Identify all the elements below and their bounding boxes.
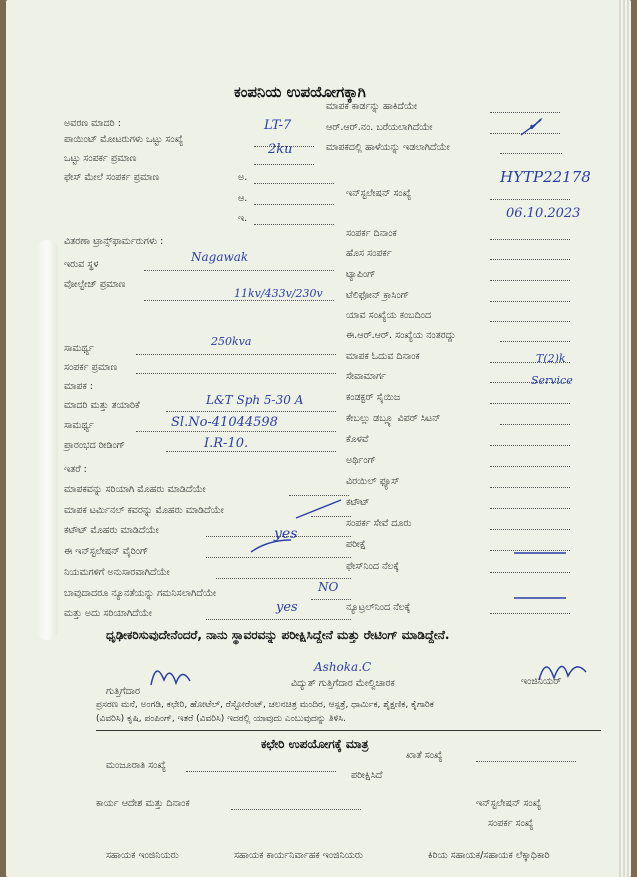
footer-asst-engineer: ಸಹಾಯಕ ಇಂಜಿನಿಯರು [106,850,179,861]
right-label-2: ಮಾಪಕದಲ್ಲಿ ಹಾಳೆಯನ್ನು ಇಡಲಾಗಿದೆಯೇ [326,142,450,153]
left-label-13: ಇತರೆ : [64,464,87,475]
left-label-18: ನಿಯಮಗಳಿಗೆ ಅನುಸಾರವಾಗಿದೆಯೇ [64,567,170,578]
office-sanction-no: ಮಂಜೂರಾತಿ ಸಂಖ್ಯೆ [106,760,166,771]
hw-meter-make: L&T Sph 5-30 A [206,393,304,407]
right-label-13: ಮಾಪಕ ಓದುವ ದಿನಾಂಕ [346,351,420,362]
right-label-5: ಆ. [238,193,248,204]
office-account-no: ಖಾತೆ ಸಂಖ್ಯೆ [406,750,443,761]
left-label-10: ಮಾದರಿ ಮತ್ತು ತಯಾರಿಕೆ [64,400,140,411]
field-line [476,761,576,762]
engineer-label: ಇಂಜಿನಿಯರ್ [521,676,562,687]
hw-meter-serial: Sl.No-41044598 [171,415,278,430]
right-label-16: ಕೇಬಲ್ಲು ಡಬ್ಲ್ಯೂ ವಿಪರ್ ಸಿಟನ್ [346,413,441,424]
field-line [186,771,336,772]
hw-fault-mark: yes [276,600,298,615]
hw-capacity: 250kva [211,335,252,348]
hw-motors-total: LT-7 [264,118,292,133]
left-label-12: ಪ್ರಾರಂಭದ ರೀಡಿಂಗ್ [64,440,125,451]
footer-asst-exec-engineer: ಸಹಾಯಕ ಕಾರ್ಯನಿರ್ವಾಹಕ ಇಂಜಿನಿಯರು [234,850,363,861]
right-label-17: ಕೊಳವೆ [346,434,369,445]
left-label-20: ಮತ್ತು ಅದು ಸರಿಯಾಗಿದೆಯೇ [64,608,152,619]
right-label-22: ಪರೀಕ್ಷೆ [346,539,366,550]
hw-total-load: 2ku [268,142,293,157]
right-label-11: ಯಾವ ಸಂಖ್ಯೆಯ ಕಂಬದಿಂದ [346,310,432,321]
left-label-17: ಈ ಇನ್‌ಸ್ಟಲೇಷನ್ ವೈರಿಂಗ್ [64,546,149,557]
right-label-9: ಟ್ಯಾಪಿಂಗ್ [346,269,376,280]
right-label-10: ಟೆಲಿಫೋನ್ ಕ್ರಾಸಿಂಗ್ [346,290,409,301]
right-label-0: ಮಾಪಕ ಕಾರ್ಡನ್ನು ಹಾಕಿದೆಯೇ [326,101,418,112]
left-label-11: ಸಾಮರ್ಥ್ಯ [64,420,94,431]
contractor-signature [146,655,196,695]
purpose-text-1: ಪ್ರಸರಣ ಮನೆ, ಅಂಗಡಿ, ಕಛೇರಿ, ಹೋಟೆಲ್, ರೆಸ್ಟೋರೆಂಟ್, ಚಲನಚಿತ್ರ ಮಂದಿರ, ಆಸ್ಪತ್ರೆ, ಧಾರ್ಮಿಕ, ಶೈಕ್ಷಣಿಕ, ಕೈಗಾರಿಕ [96,700,434,710]
hw-connection-date: 06.10.2023 [506,206,581,221]
left-label-8: ಸಂಪರ್ಕ ಪ್ರಮಾಣ [64,362,118,373]
footer-junior-accountant: ಕಿರಿಯ ಸಹಾಯಕ/ಸಹಾಯಕ ಲೆಕ್ಕಾಧಿಕಾರಿ [428,850,550,861]
right-label-15: ಕಂಡಕ್ಟರ್ ಸೈಯಿಜ [346,392,401,403]
office-work-order: ಕಾರ್ಯ ಆದೇಶ ಮತ್ತು ದಿನಾಂಕ [96,798,190,809]
right-label-14: ಸೇವಾಮಾರ್ಗ [346,371,387,382]
left-label-0: ಅವರಣ ಮಾದರಿ : [64,118,121,129]
right-label-21: ಸಂಪರ್ಕ ಸೇವೆ ದೂರು [346,518,412,529]
purpose-text-2: (ವಿವರಿಸಿ) ಕೃಷಿ, ಪಂಪಿಂಗ್, ಇತರೆ (ವಿವರಿಸಿ) ಇದರಲ್ಲಿ ಯಾವುದು ಎಂಬುವುದನ್ನು ತಿಳಿಸಿ. [96,714,347,724]
office-connection-no: ಸಂಪರ್ಕ ಸಂಖ್ಯೆ [488,818,534,829]
right-label-6: ಇ. [238,213,248,224]
right-label-3: ಅ. [238,172,248,183]
hw-yes-mark: yes [274,526,298,542]
left-label-16: ಕಟೌಟ್ ಮೊಹರು ಮಾಡಿದೆಯೇ [64,525,159,536]
electrical-contractor-label: ವಿದ್ಯುತ್ ಗುತ್ತಿಗೆದಾರ ಮೇಲ್ವಿಚಾರಕ [291,678,395,689]
right-label-18: ಅರ್ಥಿಂಗ್ [346,455,376,466]
left-label-1: ಪಾಯಿಂಟ್ ಮೋಟರುಗಳು ಒಟ್ಟು ಸಂಖ್ಯೆ [64,134,184,145]
hw-rr-tick: ✓ [526,112,543,136]
left-label-19: ಬಾವುದಾದರೂ ನ್ಯೂನತೆಯನ್ನು ಗಮನಿಸಲಾಗಿದೆಯೇ [64,588,217,599]
hw-service-line: T(2)k [536,352,566,365]
form-sheet [6,0,631,877]
left-label-9: ಮಾಪಕ : [64,381,93,392]
right-label-7: ಸಂಪರ್ಕ ದಿನಾಂಕ [346,228,397,239]
hw-voltage: 11kv/433v/230v [234,287,323,300]
declaration-text: ಧೃಢೀಕರಿಸುವುದೇನೆಂದರೆ, ನಾನು ಸ್ಥಾವರವನ್ನು ಪರೀಕ್ಷಿಸಿದ್ದೇನೆ ಮತ್ತು ರೇಟಿಂಗ್ ಮಾಡಿದ್ದೇನೆ. [106,628,450,642]
right-label-20: ಕಟೌಟ್ [346,497,370,508]
left-label-7: ಸಾಮರ್ಥ್ಯ [64,343,94,354]
field-line [231,809,361,810]
right-label-24: ನ್ಯೂಟ್ರಲ್‌ನಿಂದ ನೆಲಕ್ಕೆ [346,602,411,613]
form-title: ಕಂಪನಿಯ ಉಪಯೋಗಕ್ಕಾಗಿ [234,83,366,101]
left-label-2: ಒಟ್ಟು ಸಂಪರ್ಕ ಪ್ರಮಾಣ [64,153,137,164]
left-label-15: ಮಾಪಕ ಟರ್ಮಿನಲ್ ಕವರನ್ನು ಮೊಹರು ಮಾಡಿದೆಯೇ [64,505,224,516]
contractor-label: ಗುತ್ತಿಗೆದಾರ [106,686,141,697]
right-label-4: ಇನ್‌ಸ್ಟಲೇಷನ್ ಸಂಖ್ಯೆ [346,188,412,199]
left-label-3: ಫೇಸ್ ಮೇಲೆ ಸಂಪರ್ಕ ಪ್ರಮಾಣ [64,172,160,183]
right-label-23: ಫೇಸ್‌ನಿಂದ ನೆಲಕ್ಕೆ [346,561,400,572]
right-label-1: ಆರ್.ಆರ್.ನಂ. ಬರೆಯಲಾಗಿದೆಯೇ [326,122,433,133]
hw-installation-no: HYTP22178 [500,168,591,186]
right-label-8: ಹೊಸ ಸಂಪರ್ಕ [346,248,392,259]
right-label-19: ವಿರಯಿಲ್ ಫ್ಯೂಸ್ [346,476,400,487]
hw-location: Nagawak [191,250,249,264]
hw-conductor: Service [531,374,573,387]
left-label-4: ವಿತರಣಾ ಟ್ರಾನ್ಸ್‌ಫಾರ್ಮರುಗಳು : [64,236,164,247]
left-label-14: ಮಾಪಕವನ್ನು ಸರಿಯಾಗಿ ಮೊಹರು ಮಾಡಿದೆಯೇ [64,484,206,495]
left-label-6: ವೋಲ್ಟೇಜ್ ಪ್ರಮಾಣ [64,279,126,290]
right-label-12: ಈ.ಆರ್.ಆರ್. ಸಂಖ್ಯೆಯ ನಂತರದ್ದು [346,330,456,341]
left-label-5: ಇರುವ ಸ್ಥಳ [64,259,99,270]
hw-initial-reading: I.R-10. [204,436,249,451]
ashoka-signature: Ashoka.C [314,660,372,674]
office-checked: ಪರೀಕ್ಷಿಸಿದೆ [351,770,383,781]
office-installation-no: ಇನ್‌ಸ್ಟಲೇಷನ್ ಸಂಖ್ಯೆ [476,798,542,809]
office-title: ಕಛೇರಿ ಉಪಯೋಗಕ್ಕೆ ಮಾತ್ರ [261,737,369,751]
divider [96,730,601,731]
hw-no-mark: NO [318,580,339,594]
